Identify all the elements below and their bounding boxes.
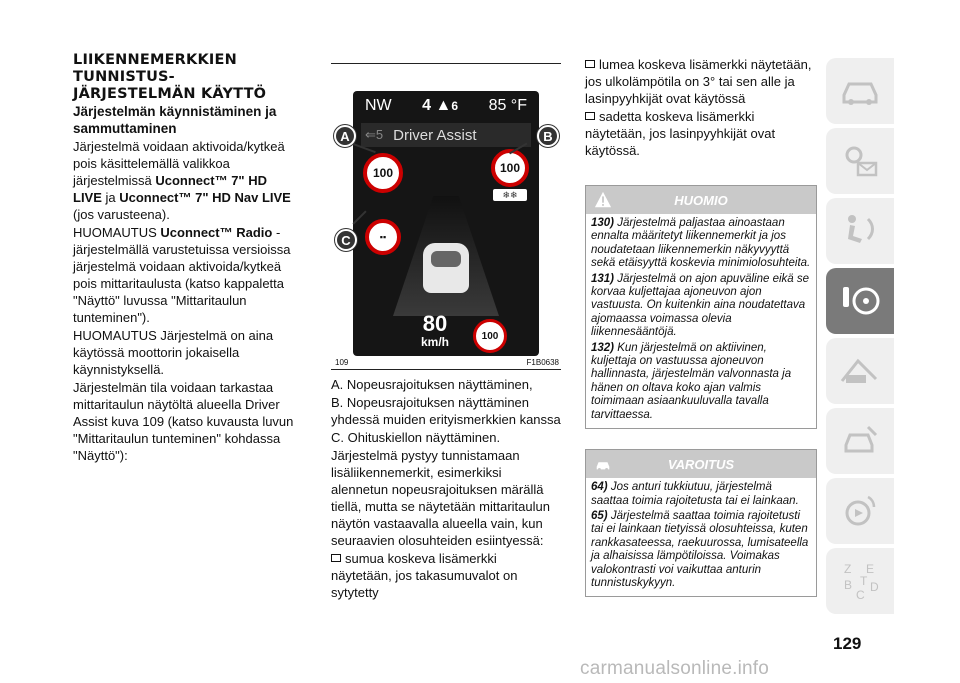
display-top-bar <box>353 91 539 121</box>
bullet-rain: sadetta koskeva lisämerkki näytetään, jos lasinpyyhkijät ovat käytössä. <box>585 109 776 158</box>
svg-text:D: D <box>870 580 879 594</box>
subheading: Järjestelmän käynnistäminen ja sammuttaminen <box>73 104 277 136</box>
key-steering-wheel-icon <box>838 279 882 323</box>
outside-temperature: 85 °F <box>488 97 527 114</box>
tab-safety[interactable] <box>826 198 894 264</box>
callout-c: C <box>335 229 357 251</box>
alphabetical-index-icon <box>838 559 882 603</box>
varoitus-box <box>585 449 817 597</box>
vehicle-speed: 80 km/h <box>421 311 450 349</box>
multimedia-icon <box>838 489 882 533</box>
tab-warning-lights[interactable] <box>826 128 894 194</box>
paragraph-supplementary-signs: Järjestelmä pystyy tunnistamaan lisäliikennemerkit, esimerkiksi alennetun nopeusrajoituksen märällä tiellä, mutta se näytetään mittaritaulun näytön vastaavalla alueella vain, kun seuraavien olosuhteiden esiintyessä: <box>331 448 550 548</box>
car-warning-icon <box>594 455 612 473</box>
driver-assist-banner: ⇐5 Driver Assist <box>361 123 531 147</box>
tab-starting-driving[interactable] <box>826 268 894 334</box>
figure-109 <box>331 63 561 367</box>
svg-text:Z: Z <box>844 562 852 576</box>
instrument-display <box>353 91 539 356</box>
legend-b: B. Nopeusrajoituksen näyttäminen yhdessä muiden erityismerkkien kanssa <box>331 395 561 427</box>
figure-bottom-rule <box>331 369 561 370</box>
watermark: carmanualsonline.info <box>580 658 770 679</box>
figure-top-rule <box>331 63 561 64</box>
car-icon <box>838 69 882 113</box>
figure-number: 109 <box>335 358 349 367</box>
lane-indicator: ⇐5 <box>365 127 384 142</box>
compass-direction: NW <box>365 97 392 114</box>
chapter-tabs <box>826 58 894 618</box>
varoitus-item-64: 64) Jos anturi tukkiutuu, järjestelmä saattaa toimia rajoitetusta tai ei lainkaan. <box>591 481 799 507</box>
bullet-icon <box>585 60 595 68</box>
column-3 <box>585 55 817 597</box>
varoitus-body <box>586 478 816 596</box>
paragraph-activation: Järjestelmä voidaan aktivoida/kytkeä pois käsittelemällä valikkoa järjestelmissä Uconnect™ 7" HD LIVE ja Uconnect™ 7" HD Nav LIVE (jos varusteena). <box>73 139 291 222</box>
tab-multimedia[interactable] <box>826 478 894 544</box>
tab-maintenance[interactable] <box>826 408 894 474</box>
vehicle-icon <box>423 243 469 293</box>
section-heading: LIIKENNEMERKKIEN TUNNISTUS- JÄRJESTELMÄN KÄYTTÖ <box>73 52 267 102</box>
callout-b: B <box>537 125 559 147</box>
paragraph-status: Järjestelmän tila voidaan tarkastaa mittaritaulun näytöltä alueella Driver Assist kuva 109 (katso kuvausta luvun "Mittaritaulun tunteminen" kohdassa "Näyttö"): <box>73 380 294 463</box>
huomio-item-130: 130) Järjestelmä paljastaa ainoastaan ennalta määritetyt liikennemerkit ja jos noudatetaan liikennemerkin näkyvyyttä sekä etäisyyttä koskevia minimiolosuhteita. <box>591 217 811 270</box>
warning-triangle-icon <box>594 191 612 209</box>
emergency-car-icon <box>838 349 882 393</box>
huomio-item-132: 132) Kun järjestelmä on aktiivinen, kuljettaja on vastuussa ajoneuvon hallinnasta, järjestelmän valvonnasta ja hänen on oltava koko ajan valmis toimimaan asiaankuuluvalla tavalla tarvittaessa. <box>591 341 792 421</box>
column-1 <box>73 52 295 464</box>
paragraph-note-always-on: HUOMAUTUS Järjestelmä on aina käytössä moottorin jokaisella käynnistyksellä. <box>73 328 274 377</box>
seat-airbag-icon <box>838 209 882 253</box>
page-number: 129 <box>833 634 862 653</box>
speed-limit-sign-b: 100 <box>491 149 529 187</box>
tab-index[interactable] <box>826 548 894 614</box>
tab-vehicle[interactable] <box>826 58 894 124</box>
speed-limit-sign-small: 100 <box>473 319 507 353</box>
legend-a: A. Nopeusrajoituksen näyttäminen, <box>331 377 533 392</box>
gear-indicator: 4 ▲6 <box>422 97 459 114</box>
tab-emergency[interactable] <box>826 338 894 404</box>
paragraph-note-radio: HUOMAUTUS Uconnect™ Radio -järjestelmällä varustetuissa versioissa järjestelmä voidaan aktivoida/kytkeä pois mittaritaulusta (katso kappaletta "Näyttö" luvussa "Mittaritaulun tunteminen"). <box>73 225 291 325</box>
huomio-header: HUOMIO <box>586 186 816 214</box>
bullet-icon <box>585 112 595 120</box>
speed-limit-sign-a: 100 <box>363 153 403 193</box>
huomio-item-131: 131) Järjestelmä on ajon apuväline eikä se korvaa kuljettajaa ajoneuvon ajon vastuusta. On kuitenkin aina noudatettava ajomaassa voimassa olevia liikennesääntöjä. <box>591 272 810 339</box>
warning-lights-message-icon <box>838 139 882 183</box>
huomio-body <box>586 214 816 428</box>
bullet-fog: sumua koskeva lisämerkki näytetään, jos takasumuvalot on sytytetty <box>331 551 518 600</box>
varoitus-item-65: 65) Järjestelmä saattaa toimia rajoitetusti tai ei lainkaan tietyissä olosuhteissa, kuten rankkasateessa, raekuurossa, lumisateella ja alhaisissa lämpötiloissa. Voimakas valokontrasti voi vaikuttaa anturin tunnistuskykyyn. <box>591 509 809 589</box>
svg-text:T: T <box>860 574 868 588</box>
svg-text:B: B <box>844 578 853 592</box>
bullet-snow: lumea koskeva lisämerkki näytetään, jos ulkolämpötila on 3° tai sen alle ja lasinpyyhkijät ovat käytössä <box>585 57 812 106</box>
figure-code: F1B0638 <box>526 358 559 367</box>
maintenance-car-icon <box>838 419 882 463</box>
snow-supplementary-sign-icon: ❄❄ <box>493 189 527 201</box>
callout-a: A <box>334 125 356 147</box>
no-overtaking-sign-icon: ▪▪ <box>365 219 401 255</box>
svg-text:E: E <box>866 562 875 576</box>
huomio-box <box>585 185 817 429</box>
bullet-icon <box>331 554 341 562</box>
legend-c: C. Ohituskiellon näyttäminen. <box>331 430 501 445</box>
svg-text:C: C <box>856 588 865 602</box>
varoitus-header: VAROITUS <box>586 450 816 478</box>
column-2 <box>331 63 561 601</box>
